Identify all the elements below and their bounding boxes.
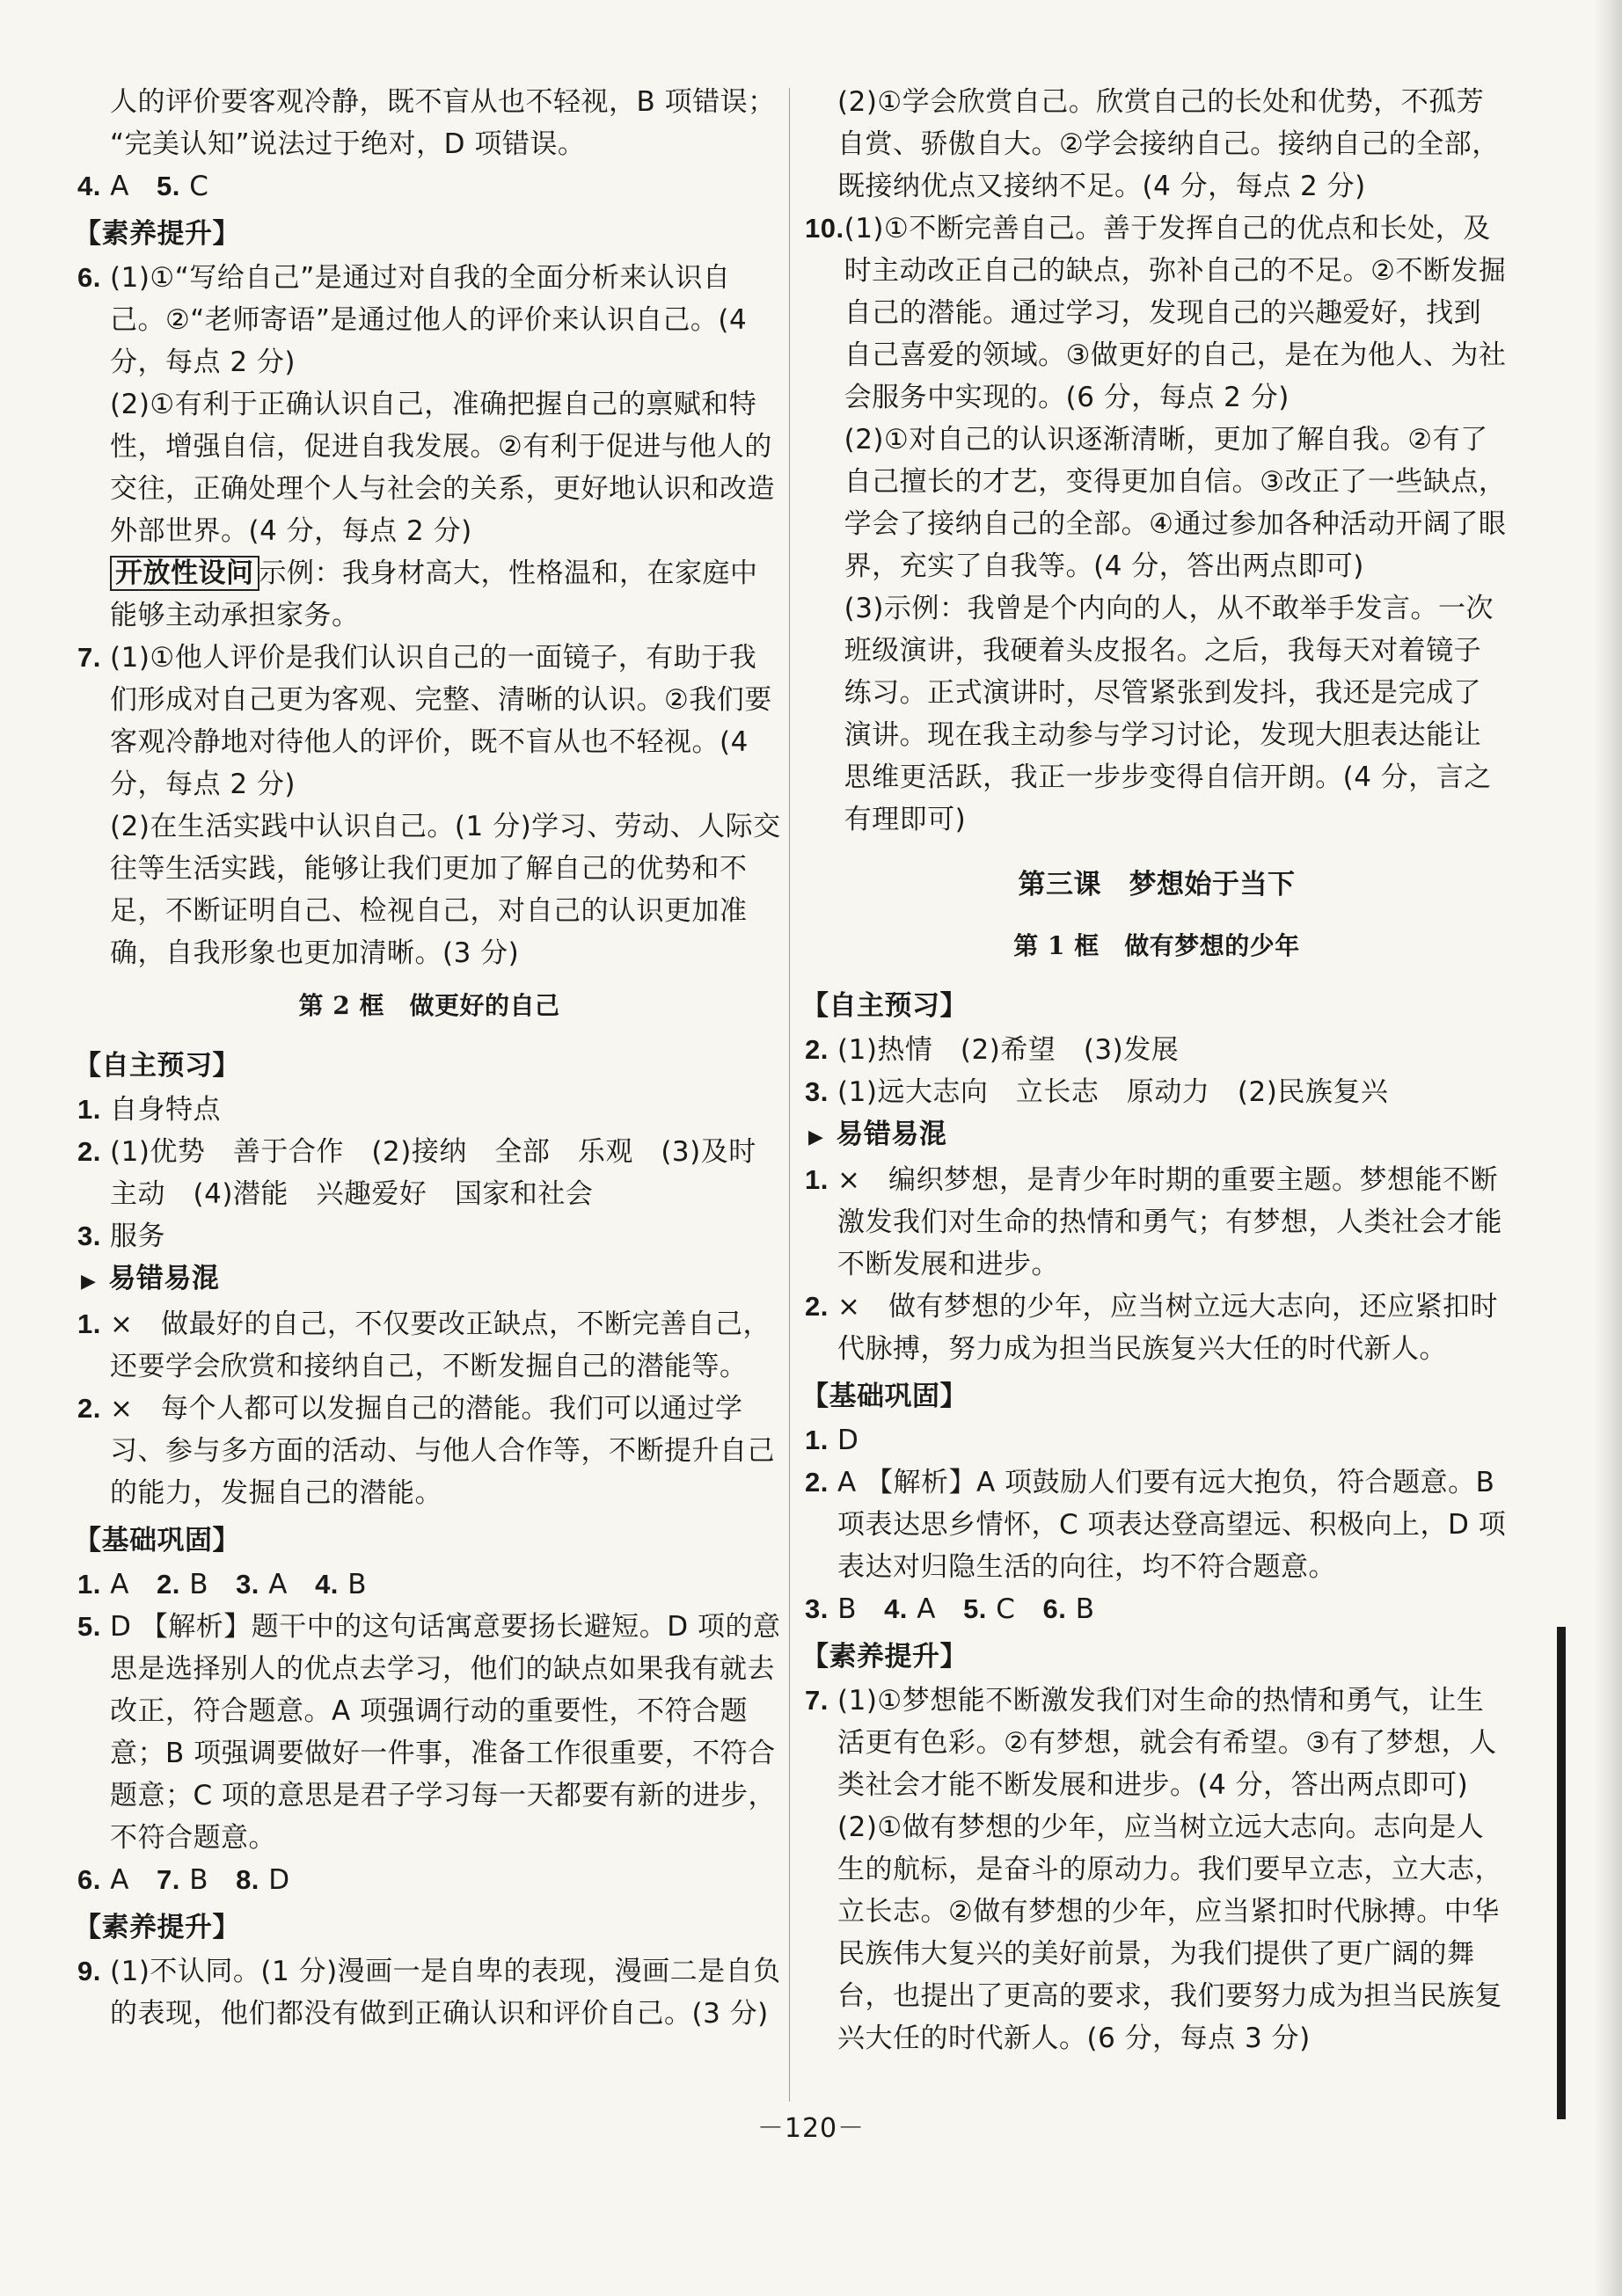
easy-mistakes-heading: ▶ 易错易混 — [81, 1263, 220, 1294]
question-10: 10. (1)①不断完善自己。善于发挥自己的优点和长处，及时主动改正自己的缺点，弥补自己的不足。②不断发掘自己的潜能。通过学习，发现自己的兴趣爱好，找到自己喜爱的领域。③做更好的自己，是在为他人、为社会服务中实现的。(6 分，每点 2 分) (2)①对自己的认识逐渐清晰，更加了解自我。②有了自己擅长的才艺，变得更加自信。③改正了一些缺点，学会了接纳自己的全部。④通过参加各种活动开阔了眼界，充实了自我等。(4 分，答出两点即可) (3)示例：我曾是个内向的人，从不敢举手发言。一次班级演讲，我硬着头皮报名。之后，我每天对着镜子练习。正式演讲时，尽管紧张到发抖，我还是完成了演讲。现在我主动参与学习讨论，发现大胆表达能让思维更活跃，我正一步步变得自信开朗。(4 分，言之有理即可) — [805, 213, 1507, 835]
list-item: 3. (1)远大志向 立长志 原动力 (2)民族复兴 — [805, 1076, 1389, 1108]
question-2: 2. A 【解析】A 项鼓励人们要有远大抱负，符合题意。B 项表达思乡情怀，C 项表达登高望远、积极向上，D 项表达对归隐生活的向往，均不符合题意。 — [805, 1467, 1507, 1583]
section-heading: 【自主预习】 — [801, 990, 968, 1022]
right-column — [801, 81, 1509, 2059]
list-item: 3. 服务 — [77, 1221, 165, 1252]
question-7: 7. (1)①梦想能不断激发我们对生命的热情和勇气，让生活更有色彩。②有梦想，就会有希望。③有了梦想，人类社会才能不断发展和进步。(4 分，答出两点即可) (2)①做有梦想的少年，应当树立远大志向。志向是人生的航标，是奋斗的原动力。我们要早立志，立大志，立长志。②做有梦想的少年，应当紧扣时代脉搏。中华民族伟大复兴的美好前景，为我们提供了更广阔的舞台，也提出了更高的要求，我们要努力成为担当民族复兴大任的时代新人。(6 分，每点 3 分) — [805, 1685, 1502, 2054]
section-heading: 【基础巩固】 — [74, 1525, 240, 1556]
list-item: 1. × 编织梦想，是青少年时期的重要主题。梦想能不断激发我们对生命的热情和勇气；有梦想，人类社会才能不断发展和进步。 — [805, 1164, 1502, 1280]
section-heading: 【素养提升】 — [74, 1912, 240, 1943]
answers-1-4: 1. A 2. B 3. A 4. B — [77, 1569, 368, 1600]
question-9: 9. (1)不认同。(1 分)漫画一是自卑的表现，漫画二是自负的表现，他们都没有做到正确认识和评价自己。(3 分) — [77, 1956, 781, 2030]
list-item: 2. (1)热情 (2)希望 (3)发展 — [805, 1034, 1180, 1066]
question-6: 6. (1)①“写给自己”是通过对自我的全面分析来认识自己。②“老师寄语”是通过他人的评价来认识自己。(4 分，每点 2 分) (2)①有利于正确认识自己，准确把握自己的禀赋和特性，增强自信，促进自我发展。②有利于促进与他人的交往，正确处理个人与社会的关系，更好地认识和改造外部世界。(4 分，每点 2 分) 开放性设问 示例：我身材高大，性格温和，在家庭中能够主动承担家务。 — [77, 262, 775, 631]
list-item: 2. × 做有梦想的少年，应当树立远大志向，还应紧扣时代脉搏，努力成为担当民族复兴大任的时代新人。 — [805, 1291, 1498, 1365]
left-column — [74, 81, 781, 2035]
scan-edge-mark — [1557, 1627, 1566, 2119]
continued-text: 人的评价要客观冷静，既不盲从也不轻视，B 项错误； “完美认知”说法过于绝对，D 项错误。 — [110, 86, 776, 160]
question-5: 5. D 【解析】题干中的这句话寓意要扬长避短。D 项的意思是选择别人的优点去学习，他们的缺点如果我有就去改正，符合题意。A 项强调行动的重要性，不符合题意；B 项强调要做好一件事，准备工作很重要，不符合题意；C 项的意思是君子学习每一天都要有新的进步，不符合题意。 — [77, 1611, 781, 1854]
answers-3-6: 3. B 4. A 5. C 6. B — [805, 1593, 1095, 1625]
list-item: 1. × 做最好的自己，不仅要改正缺点，不断完善自己，还要学会欣赏和接纳自己，不断发掘自己的潜能等。 — [77, 1308, 771, 1382]
section-heading: 【素养提升】 — [801, 1641, 968, 1673]
list-item: 1. 自身特点 — [77, 1094, 221, 1126]
scan-edge-shadow — [1594, 0, 1622, 2296]
list-item: 1. D — [805, 1425, 859, 1456]
list-item: 2. (1)优势 善于合作 (2)接纳 全部 乐观 (3)及时主动 (4)潜能 兴趣爱好 国家和社会 — [77, 1136, 756, 1210]
answers-4-5: 4. A 5. C — [77, 171, 209, 202]
section-title: 第 1 框 做有梦想的少年 — [1013, 931, 1300, 960]
easy-mistakes-heading: ▶ 易错易混 — [808, 1119, 947, 1150]
lesson-title: 第三课 梦想始于当下 — [1018, 869, 1296, 900]
section-heading: 【基础巩固】 — [801, 1381, 968, 1412]
question-7: 7. (1)①他人评价是我们认识自己的一面镜子，有助于我们形成对自己更为客观、完整、清晰的认识。②我们要客观冷静地对待他人的评价，既不盲从也不轻视。(4 分，每点 2 分) (2)在生活实践中认识自己。(1 分)学习、劳动、人际交往等生活实践，能够让我们更加了解自己的优势和不足，不断证明自己、检视自己，对自己的认识更加准确，自我形象也更加清晰。(3 分) — [77, 642, 781, 969]
section-heading: 【素养提升】 — [74, 218, 240, 250]
triangle-icon: ▶ — [808, 1126, 824, 1148]
open-question-label: 开放性设问 — [110, 556, 259, 591]
section-title: 第 2 框 做更好的自己 — [298, 991, 560, 1020]
answers-6-8: 6. A 7. B 8. D — [77, 1864, 290, 1896]
list-item: 2. × 每个人都可以发掘自己的潜能。我们可以通过学习、参与多方面的活动、与他人合作等，不断提升自己的能力，发掘自己的潜能。 — [77, 1393, 775, 1509]
column-divider — [789, 88, 790, 2102]
section-heading: 【自主预习】 — [74, 1050, 240, 1082]
page-number: －120－ — [756, 2113, 866, 2144]
continued-text: (2)①学会欣赏自己。欣赏自己的长处和优势，不孤芳自赏、骄傲自大。②学会接纳自己。接纳自己的全部，既接纳优点又接纳不足。(4 分，每点 2 分) — [837, 86, 1500, 202]
triangle-icon: ▶ — [81, 1271, 97, 1293]
